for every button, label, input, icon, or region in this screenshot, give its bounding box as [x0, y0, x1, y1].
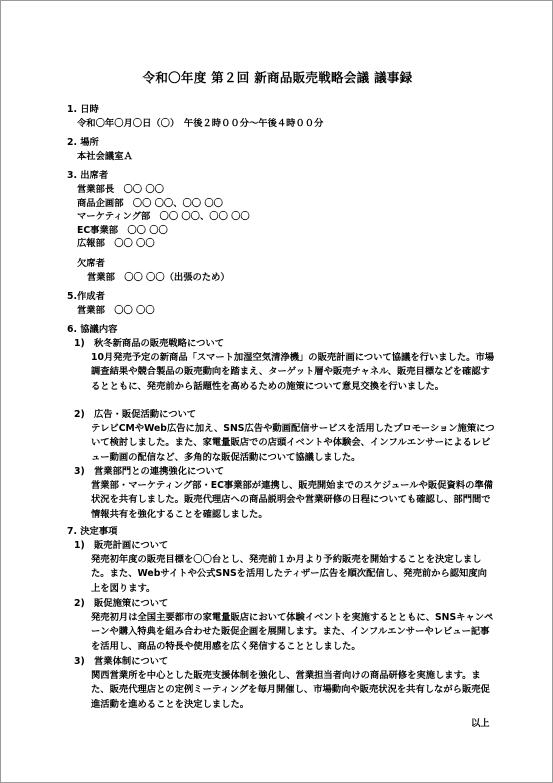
place-heading: 2. 場所 [67, 137, 99, 148]
discussion-item-title: 2) 広告・販促活動について [74, 409, 197, 420]
datetime-value: 令和〇年〇月〇日（〇） 午後２時００分～午後４時００分 [77, 118, 324, 129]
closing-text: 以上 [471, 718, 490, 729]
author-value: 営業部 〇〇 〇〇 [77, 305, 155, 316]
decision-item-title: 1) 販売計画について [74, 540, 169, 551]
document-title: 令和〇年度 第２回 新商品販売戦略会議 議事録 [142, 70, 413, 85]
place-value: 本社会議室Ａ [77, 151, 133, 162]
discussion-heading: 6. 協議内容 [67, 324, 118, 335]
decision-item-body: 発売初月は全国主要都市の家電量販店において体験イベントを実施するとともに、SNSキャンペーンや購入特典を組み合わせた販促企画を展開します。また、インフルエンサーやレビュー記事を活用し、商品の特長や使用感を広く発信することとしました。 [91, 612, 494, 652]
discussion-item-body: 営業部・マーケティング部・EC事業部が連携し、販売開始までのスケジュールや販促資料の準備状況を共有しました。販売代理店への商品説明会や営業研修の日程についても確認し、部門間で情報共有を強化することを確認しました。 [91, 480, 493, 520]
attendee-row: 広報部 〇〇 〇〇 [77, 238, 155, 249]
decisions-heading: 7. 決定事項 [67, 526, 118, 537]
attendee-row: 営業部長 〇〇 〇〇 [77, 184, 164, 195]
discussion-item-body: 10月発売予定の新商品「スマート加湿空気清浄機」の販売計画について協議を行いました。市場調査結果や競合製品の販売動向を踏まえ、ターゲット層や販売チャネル、販売目標などを確認するとともに、発売前から話題性を高めるための施策について意見交換を行いました。 [91, 352, 495, 392]
attendee-row: 商品企画部 〇〇 〇〇、〇〇 〇〇 [77, 198, 223, 209]
absent-row: 営業部 〇〇 〇〇（出張のため） [87, 272, 230, 283]
decision-item-body: 関西営業所を中心とした販売支援体制を強化し、営業担当者向けの商品研修を実施します。また、販売代理店との定例ミーティングを毎月開催し、市場動向や販売状況を共有しながら販売促進活動を進めることを決定しました。 [91, 670, 490, 710]
absent-heading: 欠席者 [77, 258, 105, 269]
author-heading: 5.作成者 [67, 291, 105, 302]
datetime-heading: 1. 日時 [67, 104, 99, 115]
attendee-row: マーケティング部 〇〇 〇〇、〇〇 〇〇 [77, 211, 250, 222]
decision-item-title: 3) 営業体制について [74, 656, 169, 667]
discussion-item-title: 3) 営業部門との連携強化について [74, 466, 224, 477]
discussion-item-body: テレビCMやWeb広告に加え、SNS広告や動画配信サービスを活用したプロモーション施策について検討しました。また、家電量販店での店頭イベントや体験会、インフルエンサーによるレビュー動画の配信など、多角的な販促活動について協議しました。 [91, 423, 495, 463]
attendees-heading: 3. 出席者 [67, 170, 109, 181]
decision-item-body: 発売初年度の販売目標を〇〇台とし、発売前１か月より予約販売を開始することを決定しました。また、Webサイトや公式SNSを活用したティザー広告を順次配信し、発売前から認知度向上を図ります。 [91, 554, 487, 594]
discussion-item-title: 1) 秋冬新商品の販売戦略について [74, 338, 224, 349]
decision-item-title: 2) 販促施策について [74, 598, 169, 609]
attendee-row: EC事業部 〇〇 〇〇 [77, 225, 168, 236]
